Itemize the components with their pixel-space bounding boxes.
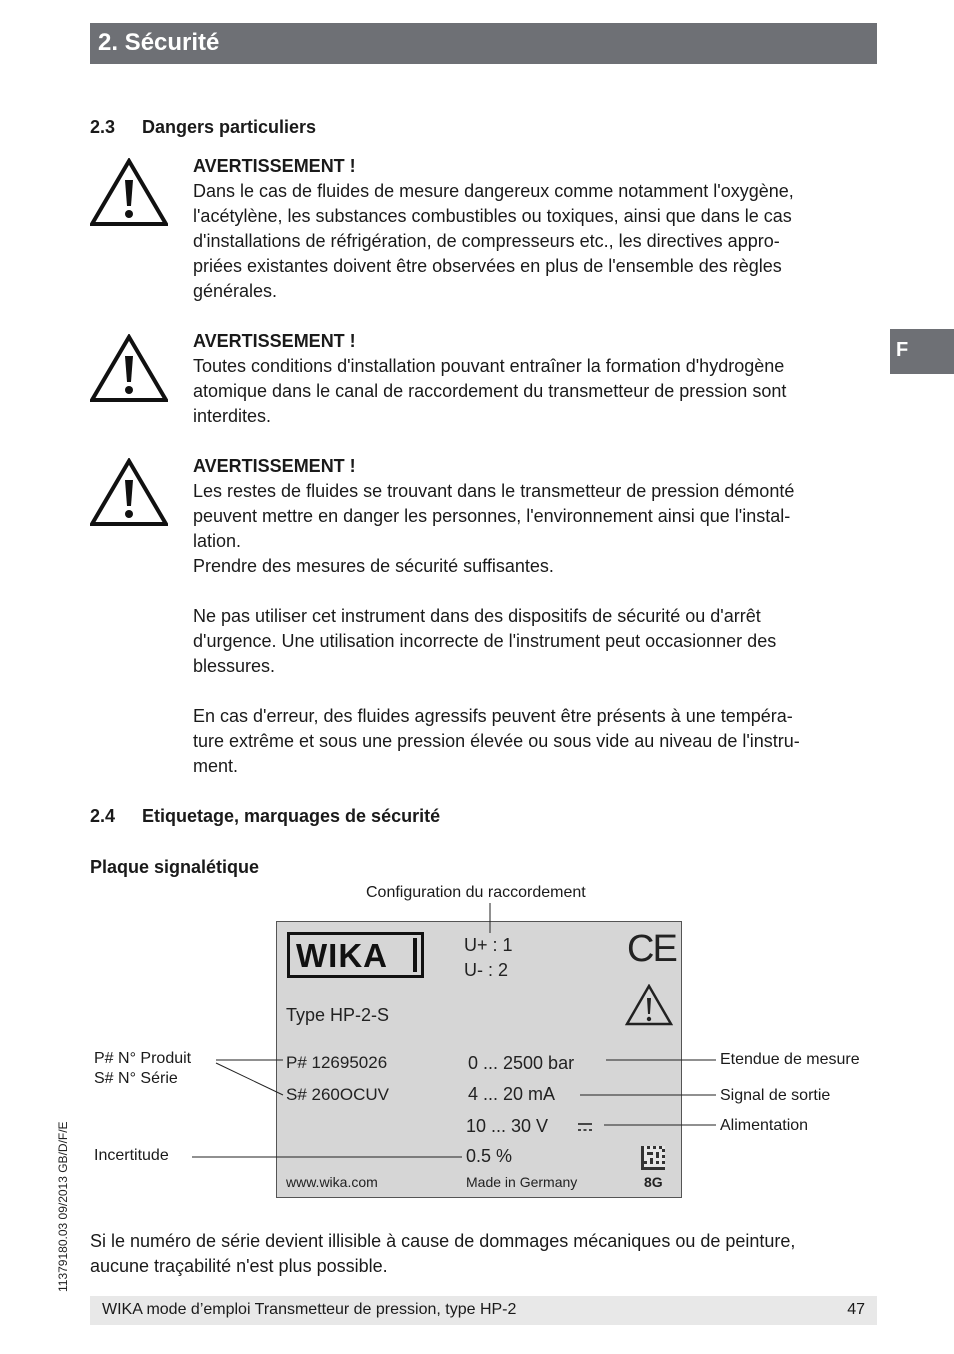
plate-u-minus: U- : 2 — [464, 960, 509, 980]
plate-serial-no: S# 260OCUV — [286, 1085, 389, 1104]
plate-u-plus: U+ : 1 — [464, 935, 513, 955]
paragraph: En cas d'erreur, des fluides agressifs peuvent être présents à une tempéra- ture extrême et sous une pression élevée ou sous vide au niveau de l'instru- ment. — [193, 706, 800, 776]
warning-title: AVERTISSEMENT ! — [193, 331, 356, 351]
warning-title: AVERTISSEMENT ! — [193, 456, 356, 476]
plate-website: www.wika.com — [286, 1174, 378, 1190]
closing-paragraph: Si le numéro de série devient illisible à cause de dommages mécaniques ou de peinture, aucune traçabilité n'est plus possible. — [90, 1231, 796, 1276]
plate-supply: 10 ... 30 V — [466, 1116, 549, 1136]
nameplate — [276, 921, 682, 1198]
callout-range: Etendue de mesure — [720, 1051, 860, 1068]
callout-supply: Alimentation — [720, 1117, 809, 1134]
section-number: 2.3 — [90, 117, 116, 137]
paragraph: Ne pas utiliser cet instrument dans des dispositifs de sécurité ou d'arrêt d'urgence. Une utilisation incorrecte de l'instrument peut occasionner des blessures. — [193, 606, 777, 676]
plate-type: Type HP-2-S — [286, 1005, 390, 1025]
language-tab — [890, 329, 954, 374]
warning-triangle-icon — [90, 458, 168, 526]
plate-heading: Plaque signalétique — [90, 857, 260, 877]
callout-uncertainty: Incertitude — [94, 1147, 169, 1164]
page-number: 47 — [847, 1301, 865, 1318]
warning-text: Les restes de fluides se trouvant dans le transmetteur de pression démonté peuvent mettre en danger les personnes, l'environnement ainsi que l'instal- lation. Prendre des mesures de sécurité suffisantes. — [193, 481, 795, 576]
section-number: 2.4 — [90, 806, 116, 826]
footer-text: WIKA mode d’emploi Transmetteur de pression, type HP-2 — [102, 1301, 517, 1318]
plate-output: 4 ... 20 mA — [468, 1084, 556, 1104]
warning-text: Dans le cas de fluides de mesure dangereux comme notamment l'oxygène, l'acétylène, les substances combustibles ou toxiques, ainsi que dans le cas d'installations de réfrigération, de compresseurs etc., les directives appro- priées existantes doivent être observées en plus de l'ensemble des règles générales. — [193, 181, 794, 301]
plate-code: 8G — [644, 1174, 663, 1190]
warning-title: AVERTISSEMENT ! — [193, 156, 356, 176]
footer — [90, 1296, 877, 1325]
section-title: Dangers particuliers — [142, 117, 317, 137]
ce-mark: CE — [627, 928, 676, 970]
plate-range: 0 ... 2500 bar — [468, 1053, 575, 1073]
page-title: 2. Sécurité — [98, 29, 220, 56]
dc-symbol-icon — [577, 1121, 593, 1133]
warning-triangle-icon — [625, 984, 673, 1026]
document-code: 11379180.03 09/2013 GB/D/F/E — [56, 1121, 70, 1292]
warning-text: Toutes conditions d'installation pouvant entraîner la formation d'hydrogène atomique dans le canal de raccordement du transmetteur de pression sont interdites. — [193, 356, 787, 426]
callout-output: Signal de sortie — [720, 1087, 831, 1104]
header-bar — [90, 23, 877, 64]
callout-connection: Configuration du raccordement — [366, 884, 586, 901]
language-tab-label: F — [896, 339, 909, 361]
warning-triangle-icon — [90, 158, 168, 226]
plate-accuracy: 0.5 % — [466, 1146, 513, 1166]
callout-product-serial: P# N° Produit S# N° Série — [94, 1050, 192, 1087]
wika-logo-text: WIKA — [296, 937, 388, 974]
plate-product-no: P# 12695026 — [286, 1053, 388, 1072]
section-title: Etiquetage, marquages de sécurité — [142, 806, 441, 826]
wika-logo — [287, 932, 424, 978]
warning-triangle-icon — [90, 334, 168, 402]
datamatrix-code-icon — [641, 1146, 665, 1170]
plate-made-in: Made in Germany — [466, 1174, 578, 1190]
